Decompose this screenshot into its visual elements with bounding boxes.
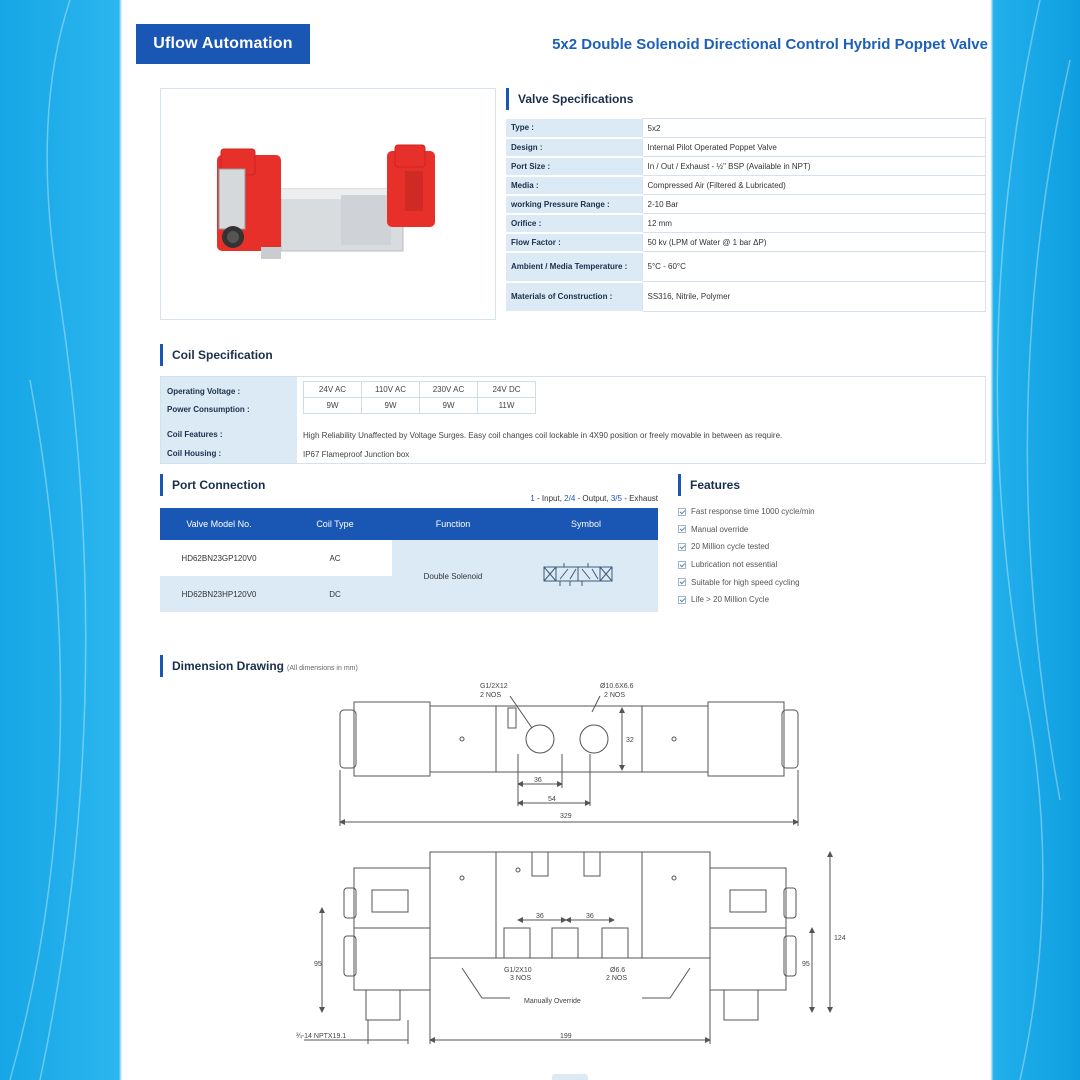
document-title: 5x2 Double Solenoid Directional Control Hybrid Poppet Valve	[552, 36, 988, 53]
spec-label: Materials of Construction :	[506, 282, 642, 312]
power-cell: 9W	[362, 398, 420, 414]
dim-label: 54	[548, 796, 556, 803]
column-header: Valve Model No.	[160, 508, 278, 540]
column-header: Function	[392, 508, 514, 540]
feature-text: Lubrication not essential	[691, 560, 778, 570]
coil-features-label: Coil Features :	[167, 430, 223, 439]
legend-key: 2/4	[564, 494, 576, 503]
feature-text: Manual override	[691, 524, 749, 534]
spec-value: 2-10 Bar	[642, 195, 986, 214]
dim-label: 329	[560, 813, 572, 820]
legend-text: - Output,	[575, 494, 611, 503]
coil-type-cell: AC	[278, 540, 392, 576]
spec-value: SS316, Nitrile, Polymer	[642, 282, 986, 312]
dimension-drawing	[122, 0, 990, 1080]
spec-value: 50 kv (LPM of Water @ 1 bar ΔP)	[642, 233, 986, 252]
dim-label: ¾-14 NPTX19.1	[296, 1033, 347, 1040]
spec-label: Type :	[506, 119, 642, 138]
dim-label: 36	[534, 777, 542, 784]
spec-label: Ambient / Media Temperature :	[506, 252, 642, 282]
front-view	[304, 852, 830, 1044]
page-indicator	[552, 1074, 588, 1080]
power-cell: 9W	[304, 398, 362, 414]
dim-label: 36	[586, 913, 594, 920]
top-view	[340, 696, 798, 826]
voltage-cell: 110V AC	[362, 382, 420, 398]
column-header: Symbol	[514, 508, 658, 540]
coil-spec-heading: Coil Specification	[160, 344, 273, 366]
power-label: Power Consumption :	[167, 405, 250, 414]
voltage-cell: 230V AC	[420, 382, 478, 398]
power-cell: 9W	[420, 398, 478, 414]
dim-label: Manually Override	[524, 998, 581, 1005]
spec-value: Internal Pilot Operated Poppet Valve	[642, 138, 986, 157]
column-header: Coil Type	[278, 508, 392, 540]
dim-label: 199	[560, 1033, 572, 1040]
dim-label: 2 NOS	[480, 692, 502, 699]
legend-text: - Exhaust	[621, 494, 658, 503]
dim-label: 36	[536, 913, 544, 920]
spec-label: working Pressure Range :	[506, 195, 642, 214]
dim-label: G1/2X10	[504, 967, 532, 974]
dim-label: 3 NOS	[510, 975, 532, 982]
feature-text: Fast response time 1000 cycle/min	[691, 507, 815, 517]
model-cell: HD62BN23GP120V0	[160, 540, 278, 576]
features-heading: Features	[678, 474, 740, 496]
valve-spec-heading: Valve Specifications	[506, 88, 633, 110]
coil-type-cell: DC	[278, 576, 392, 612]
spec-value: Compressed Air (Filtered & Lubricated)	[642, 176, 986, 195]
spec-label: Orifice :	[506, 214, 642, 233]
dim-label: 2 NOS	[604, 692, 626, 699]
feature-text: Suitable for high speed cycling	[691, 577, 800, 587]
model-cell: HD62BN23HP120V0	[160, 576, 278, 612]
dim-label: 95	[314, 961, 322, 968]
voltage-cell: 24V AC	[304, 382, 362, 398]
legend-text: - Input,	[534, 494, 565, 503]
function-cell: Double Solenoid	[392, 540, 514, 612]
coil-housing-label: Coil Housing :	[167, 449, 222, 458]
dim-label: 32	[626, 737, 634, 744]
dim-label: 95	[802, 961, 810, 968]
datasheet-page	[122, 0, 990, 1080]
feature-text: 20 Million cycle tested	[691, 542, 770, 552]
spec-label: Design :	[506, 138, 642, 157]
dimension-title: Dimension Drawing	[172, 659, 285, 673]
spec-value: 5°C - 60°C	[642, 252, 986, 282]
port-connection-heading: Port Connection	[160, 474, 265, 496]
spec-label: Port Size :	[506, 157, 642, 176]
dim-label: G1/2X12	[480, 683, 508, 690]
dimension-note: (All dimensions in mm)	[287, 665, 358, 672]
spec-label: Media :	[506, 176, 642, 195]
spec-value: 12 mm	[642, 214, 986, 233]
voltage-label: Operating Voltage :	[167, 387, 241, 396]
spec-value: 5x2	[642, 119, 986, 138]
spec-label: Flow Factor :	[506, 233, 642, 252]
power-cell: 11W	[478, 398, 536, 414]
coil-housing-text: IP67 Flameproof Junction box	[303, 450, 410, 459]
dim-label: 124	[834, 935, 846, 942]
dimension-labels	[296, 683, 846, 1040]
dim-label: Ø10.6X6.6	[600, 683, 634, 690]
spec-value: In / Out / Exhaust - ½" BSP (Available in NPT)	[642, 157, 986, 176]
coil-features-text: High Reliability Unaffected by Voltage Surges. Easy coil changes coil lockable in 4X90 position or freely movable in between as require.	[303, 431, 783, 440]
voltage-cell: 24V DC	[478, 382, 536, 398]
legend-key: 3/5	[610, 494, 622, 503]
dim-label: 2 NOS	[606, 975, 628, 982]
dim-label: Ø6.6	[610, 967, 626, 974]
legend-key: 1	[530, 494, 535, 503]
feature-text: Life > 20 Million Cycle	[691, 595, 770, 605]
brand-banner: Uflow Automation	[136, 24, 310, 64]
